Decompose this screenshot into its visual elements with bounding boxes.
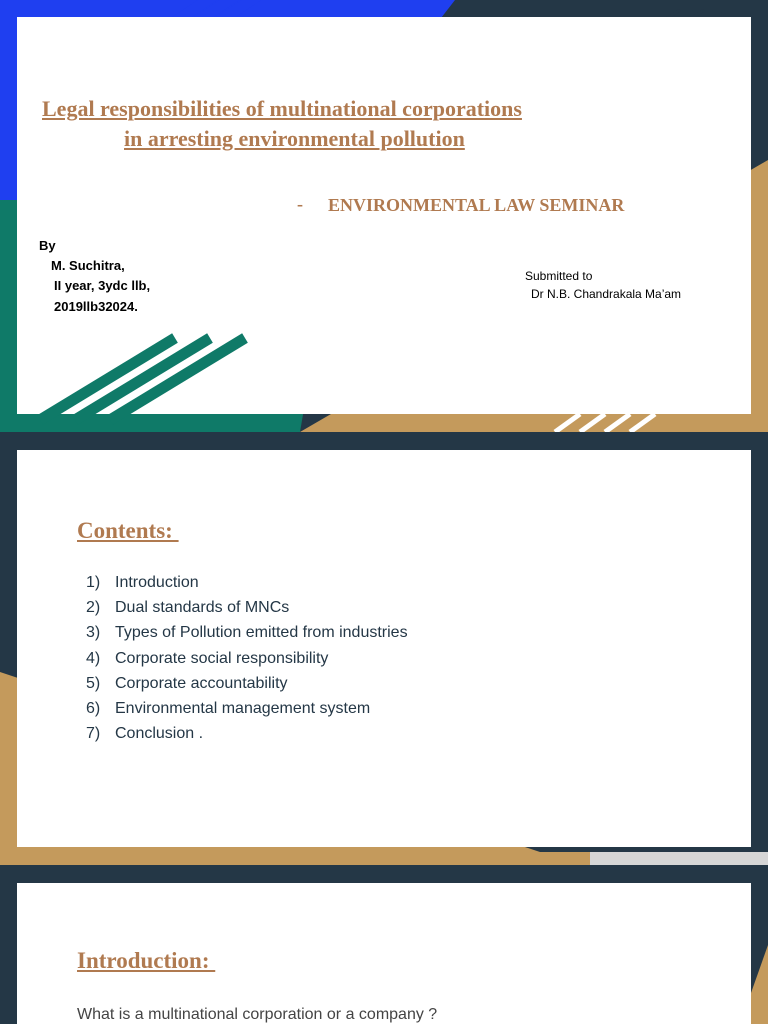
introduction-heading: Introduction: <box>77 948 216 973</box>
contents-heading: Contents: <box>77 518 179 543</box>
author-id: 2019llb32024. <box>54 299 138 314</box>
title-slide <box>0 0 768 432</box>
contents-item: 1) Introduction <box>86 574 199 591</box>
title-slide-stripes <box>0 0 768 432</box>
contents-item: 4) Corporate social responsibility <box>86 649 329 667</box>
slide-title-line-1: Legal responsibilities of multinational corporations <box>42 96 522 121</box>
contents-item: 3) Types of Pollution emitted from industries <box>86 624 408 642</box>
introduction-slide <box>0 865 768 1024</box>
by-label: By <box>39 238 56 253</box>
author-name: M. Suchitra, <box>51 258 125 273</box>
contents-item: 2) Dual standards of MNCs <box>86 599 290 617</box>
submitted-to-name: Dr N.B. Chandrakala Ma’am <box>531 287 682 301</box>
contents-slide <box>0 432 768 865</box>
contents-list <box>86 570 408 746</box>
introduction-question: What is a multinational corporation or a company ? <box>77 1006 438 1023</box>
contents-item: 5) Corporate accountability <box>86 674 288 692</box>
contents-item: 6) Environmental management system <box>86 700 371 718</box>
contents-item: 7) Conclusion . <box>86 725 204 743</box>
seminar-subtitle: ENVIRONMENTAL LAW SEMINAR <box>328 195 625 215</box>
slide-title-line-2: in arresting environmental pollution <box>124 126 465 151</box>
author-year: II year, 3ydc llb, <box>54 278 151 293</box>
subtitle-dash: - <box>297 194 303 214</box>
submitted-to-label: Submitted to <box>525 269 593 283</box>
